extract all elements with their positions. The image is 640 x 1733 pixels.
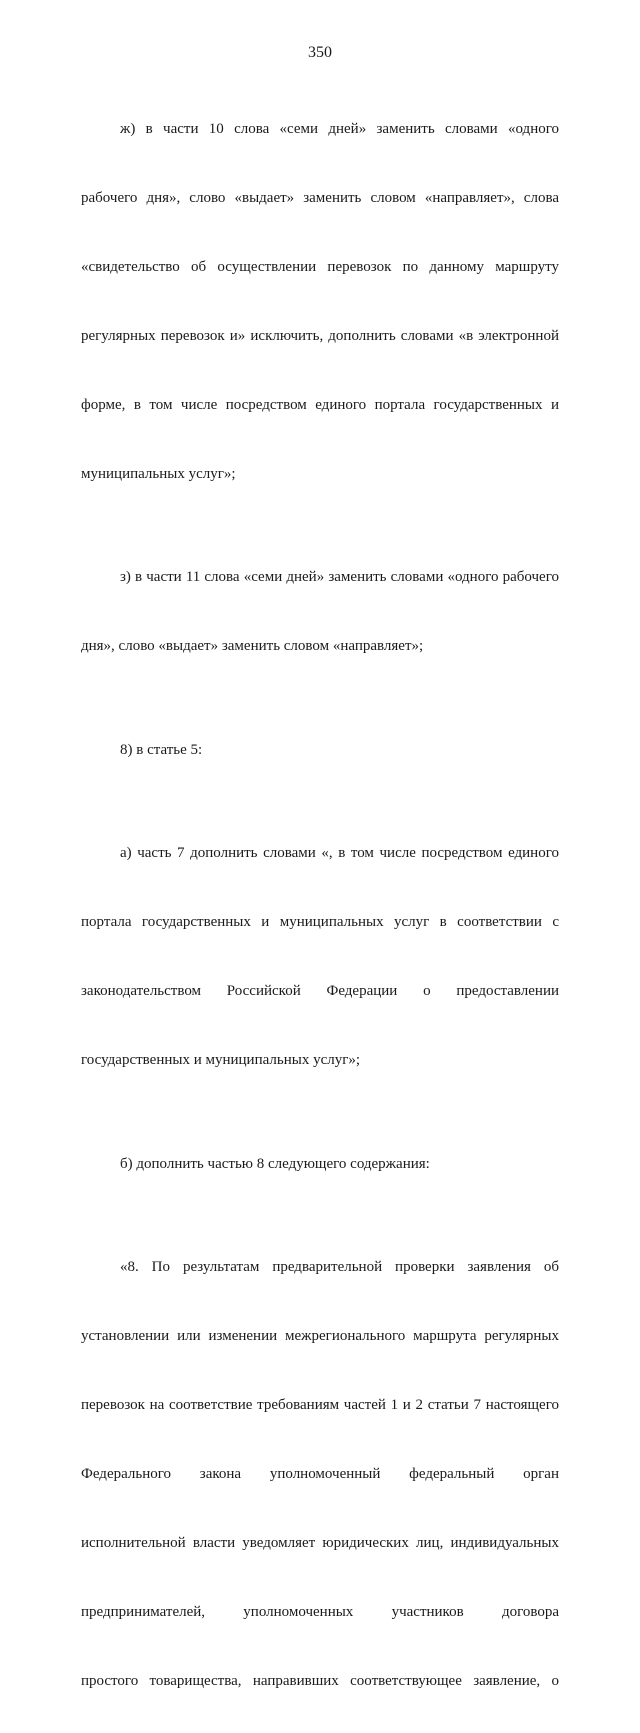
paragraph-b (81, 1112, 559, 1216)
text-line: «свидетельство об осуществлении перевозок по данному маршруту (81, 250, 559, 285)
text-line: рабочего дня», слово «выдает» заменить словом «направляет», слова (81, 181, 559, 216)
text-line: а) часть 7 дополнить словами «, в том числе посредством единого (81, 836, 559, 871)
paragraph-zh (81, 77, 559, 526)
text-line: ж) в части 10 слова «семи дней» заменить словами «одного (81, 112, 559, 147)
page-number: 350 (0, 43, 640, 63)
text-line: портала государственных и муниципальных услуг в соответствии с (81, 905, 559, 940)
text-line: б) дополнить частью 8 следующего содержания: (81, 1147, 559, 1182)
text-line: государственных и муниципальных услуг»; (81, 1043, 559, 1078)
text-line: установлении или изменении межрегионального маршрута регулярных (81, 1319, 559, 1354)
text-line: простого товарищества, направивших соответствующее заявление, о (81, 1664, 559, 1699)
text-line: «8. По результатам предварительной проверки заявления об (81, 1250, 559, 1285)
text-line: перевозок на соответствие требованиям частей 1 и 2 статьи 7 настоящего (81, 1388, 559, 1423)
text-line: форме, в том числе посредством единого портала государственных и (81, 388, 559, 423)
text-line: Федерального закона уполномоченный федеральный орган (81, 1457, 559, 1492)
text-line: дня», слово «выдает» заменить словом «направляет»; (81, 629, 559, 664)
document-body (81, 77, 559, 1733)
paragraph-quote-8 (81, 1216, 559, 1733)
text-line: муниципальных услуг»; (81, 457, 559, 492)
text-line: законодательством Российской Федерации о предоставлении (81, 974, 559, 1009)
text-line: регулярных перевозок и» исключить, дополнить словами «в электронной (81, 319, 559, 354)
paragraph-item-8 (81, 698, 559, 802)
text-line: 8) в статье 5: (81, 733, 559, 768)
paragraph-a (81, 802, 559, 1113)
text-line: з) в части 11 слова «семи дней» заменить словами «одного рабочего (81, 560, 559, 595)
text-line: предпринимателей, уполномоченных участников договора (81, 1595, 559, 1630)
text-line: исполнительной власти уведомляет юридических лиц, индивидуальных (81, 1526, 559, 1561)
paragraph-z (81, 526, 559, 699)
